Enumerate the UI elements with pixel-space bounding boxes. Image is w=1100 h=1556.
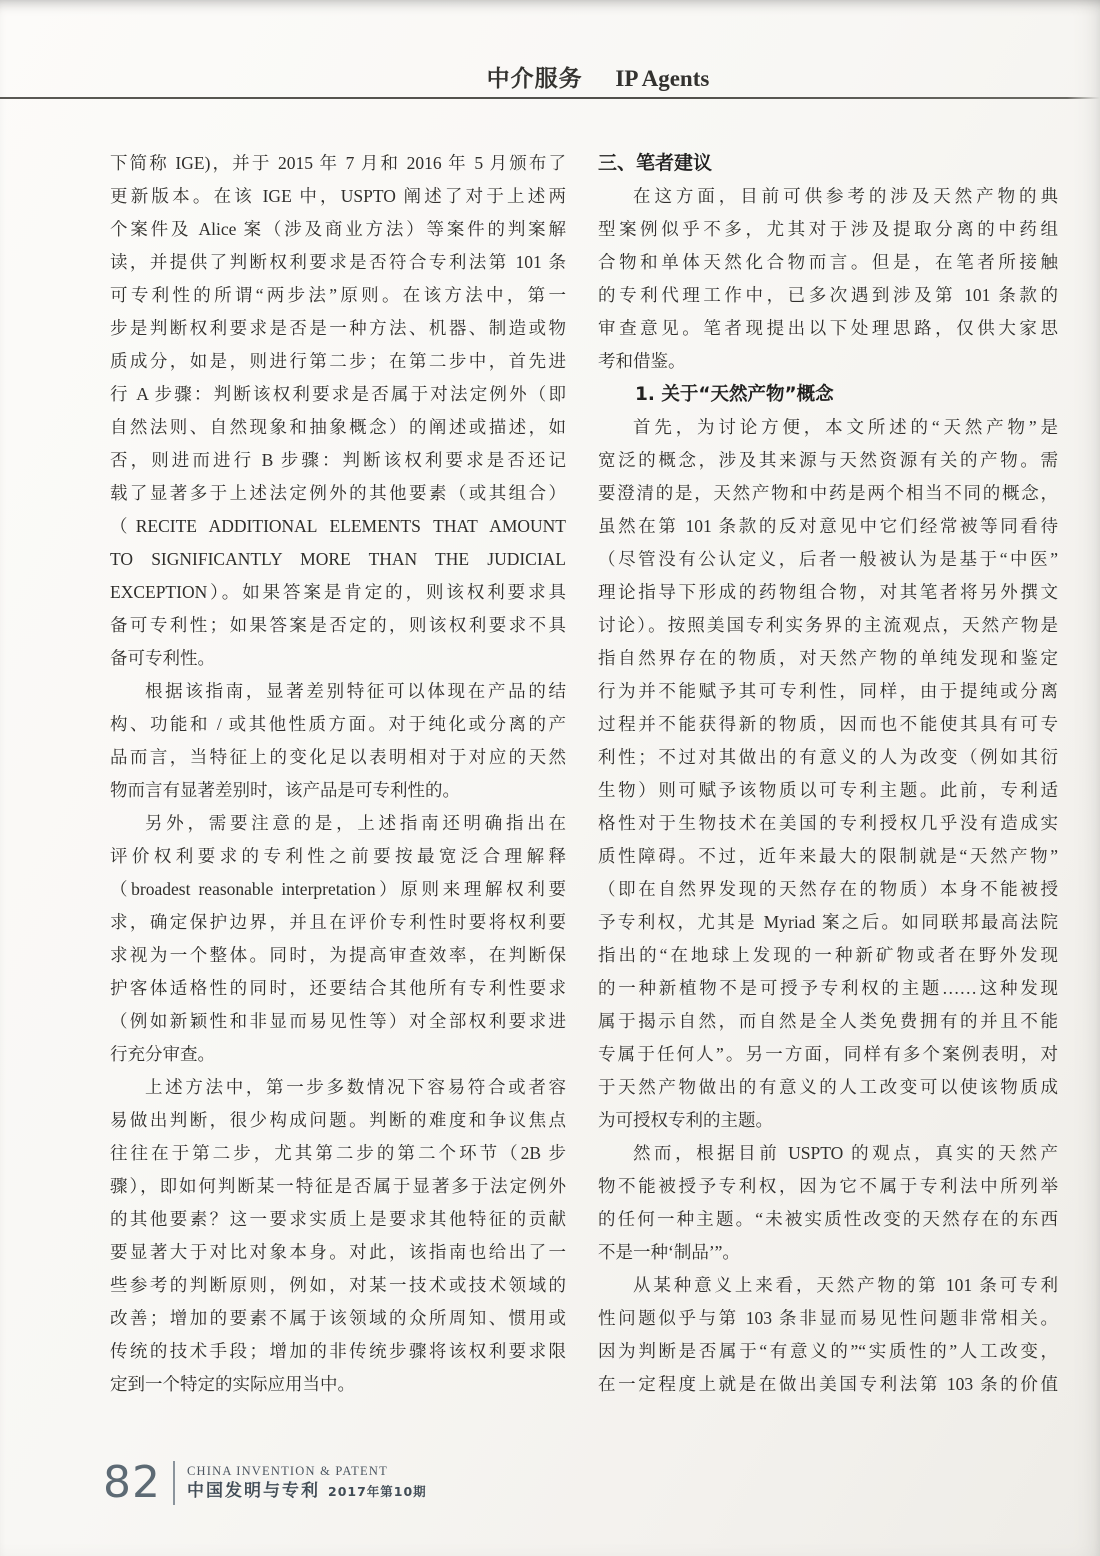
text-line: 易做出判断，很少构成问题。判断的难度和争议焦点 <box>110 1110 566 1130</box>
text-line: 格性对于生物技术在美国的专利授权几乎没有造成实 <box>598 813 1058 833</box>
text-line: 读，并提供了判断权利要求是否符合专利法第 101 条 <box>110 252 566 272</box>
text-line: 讨论）。按照美国专利实务界的主流观点，天然产物是 <box>598 615 1058 635</box>
text-line: 合物和单体天然化合物而言。但是，在笔者所接触 <box>598 252 1058 272</box>
text-line: 于天然产物做出的有意义的人工改变可以使该物质成 <box>598 1077 1058 1097</box>
text-line: 型案例似乎不多，尤其对于涉及提取分离的中药组 <box>598 219 1058 239</box>
text-line: 构、功能和 / 或其他性质方面。对于纯化或分离的产 <box>110 714 566 734</box>
text-line: （尽管没有公认定义，后者一般被认为是基于“中医” <box>598 549 1058 569</box>
text-line: 往往在于第二步，尤其第二步的第二个环节（2B 步 <box>110 1143 566 1163</box>
text-line: 下简称 IGE)，并于 2015 年 7 月和 2016 年 5 月颁布了 <box>110 153 566 173</box>
text-line: 备可专利性；如果答案是否定的，则该权利要求不具 <box>110 615 566 635</box>
text-line: 否，则进而进行 B 步骤：判断该权利要求是否还记 <box>110 450 566 470</box>
text-line: 改善；增加的要素不属于该领域的众所周知、惯用或 <box>110 1308 566 1328</box>
text-line: 不是一种‘制品’”。 <box>598 1242 740 1262</box>
text-line: 行充分审查。 <box>110 1044 215 1064</box>
page-header <box>96 60 1100 93</box>
text-line: 品而言，当特征上的变化足以表明相对于对应的天然 <box>110 747 566 767</box>
text-line: 物不能被授予专利权，因为它不属于专利法中所列举 <box>598 1176 1058 1196</box>
section-heading: 三、笔者建议 <box>598 152 713 174</box>
text-line: 要澄清的是，天然产物和中药是两个相当不同的概念， <box>598 483 1058 503</box>
right-column <box>598 147 1058 1401</box>
text-line: 从某种意义上来看，天然产物的第 101 条可专利 <box>633 1275 1058 1295</box>
text-line: 利性；不过对其做出的有意义的人为改变（例如其衍 <box>598 747 1058 767</box>
text-line: 物而言有显著差别时，该产品是可专利性的。 <box>110 780 460 800</box>
text-line: 可专利性的所谓“两步法”原则。在该方法中，第一 <box>110 285 566 305</box>
text-line: 定到一个特定的实际应用当中。 <box>110 1374 355 1394</box>
footer-divider <box>173 1461 175 1505</box>
text-line: 性问题似乎与第 103 条非显而易见性问题非常相关。 <box>598 1308 1058 1328</box>
text-line: 评价权利要求的专利性之前要按最宽泛合理解释 <box>110 846 566 866</box>
text-line: EXCEPTION）。如果答案是肯定的，则该权利要求具 <box>110 582 566 602</box>
text-line: 宽泛的概念，涉及其来源与天然资源有关的产物。需 <box>598 450 1058 470</box>
text-line: 考和借鉴。 <box>598 351 686 371</box>
text-line: 自然法则、自然现象和抽象概念）的阐述或描述，如 <box>110 417 566 437</box>
text-line: 步是判断权利要求是否是一种方法、机器、制造或物 <box>110 318 566 338</box>
text-line: 在一定程度上就是在做出美国专利法第 103 条的价值 <box>598 1374 1058 1394</box>
text-line: 行为并不能赋予其可专利性，同样，由于提纯或分离 <box>598 681 1058 701</box>
text-line: 因为判断是否属于“有意义的”“实质性的”人工改变， <box>598 1341 1058 1361</box>
text-line: 的任何一种主题。“未被实质性改变的天然存在的东西 <box>598 1209 1058 1229</box>
text-line: （broadest reasonable interpretation）原则来理解权利要 <box>110 879 566 899</box>
text-line: 予专利权，尤其是 Myriad 案之后。如同联邦最高法院 <box>598 912 1058 932</box>
text-line: 质成分，如是，则进行第二步；在第二步中，首先进 <box>110 351 566 371</box>
text-line: 备可专利性。 <box>110 648 215 668</box>
journal-block <box>187 1462 427 1505</box>
text-line: 些参考的判断原则，例如，对某一技术或技术领域的 <box>110 1275 566 1295</box>
text-line: 行 A 步骤：判断该权利要求是否属于对法定例外（即 <box>110 384 566 404</box>
journal-name-en: CHINA INVENTION & PATENT <box>187 1463 388 1478</box>
journal-zh-row <box>187 1480 427 1504</box>
text-line: 理论指导下形成的药物组合物，对其笔者将另外撰文 <box>598 582 1058 602</box>
text-line: 在这方面，目前可供参考的涉及天然产物的典 <box>633 186 1058 206</box>
text-line: （例如新颖性和非显而易见性等）对全部权利要求进 <box>110 1011 566 1031</box>
text-line: 属于揭示自然，而自然是全人类免费拥有的并且不能 <box>598 1011 1058 1031</box>
text-line: 生物）则可赋予该物质以可专利主题。此前，专利适 <box>598 780 1058 800</box>
text-line: 的专利代理工作中，已多次遇到涉及第 101 条款的 <box>598 285 1058 305</box>
text-line: 指自然界存在的物质，对天然产物的单纯发现和鉴定 <box>598 648 1058 668</box>
text-line: 审查意见。笔者现提出以下处理思路，仅供大家思 <box>598 318 1058 338</box>
text-line: 更新版本。在该 IGE 中，USPTO 阐述了对于上述两 <box>110 186 566 206</box>
issue-info: 2017年第10期 <box>328 1484 427 1500</box>
text-line: 求，确定保护边界，并且在评价专利性时要将权利要 <box>110 912 566 932</box>
text-line: 的其他要素？这一要求实质上是要求其他特征的贡献 <box>110 1209 566 1229</box>
section-title-en: IP Agents <box>615 66 710 91</box>
left-column <box>110 147 566 1401</box>
text-line: 个案件及 Alice 案（涉及商业方法）等案件的判案解 <box>110 219 566 239</box>
text-line: 然而，根据目前 USPTO 的观点，真实的天然产 <box>633 1143 1058 1163</box>
text-line: 的一种新植物不是可授予专利权的主题……这种发现 <box>598 978 1058 998</box>
header-divider <box>0 97 1100 99</box>
text-line: 要显著大于对比对象本身。对此，该指南也给出了一 <box>110 1242 566 1262</box>
text-line: 骤），即如何判断某一特征是否属于显著多于法定例外 <box>110 1176 566 1196</box>
text-line: 根据该指南，显著差别特征可以体现在产品的结 <box>145 681 566 701</box>
text-line: TO SIGNIFICANTLY MORE THAN THE JUDICIAL <box>110 549 566 569</box>
text-line: （即在自然界发现的天然存在的物质）本身不能被授 <box>598 879 1058 899</box>
text-line: 指出的“在地球上发现的一种新矿物或者在野外发现 <box>598 945 1058 965</box>
text-line: 质性障碍。不过，近年来最大的限制就是“天然产物” <box>598 846 1058 866</box>
text-line: 过程并不能获得新的物质，因而也不能使其具有可专 <box>598 714 1058 734</box>
page-footer <box>103 1456 427 1510</box>
text-line: 首先，为讨论方便，本文所述的“天然产物”是 <box>633 417 1058 437</box>
sub-heading: 1. 关于“天然产物”概念 <box>635 384 834 405</box>
journal-name-zh: 中国发明与专利 <box>187 1481 320 1502</box>
page-number: 82 <box>103 1457 161 1508</box>
text-line: （RECITE ADDITIONAL ELEMENTS THAT AMOUNT <box>110 516 566 536</box>
text-line: 载了显著多于上述法定例外的其他要素（或其组合） <box>110 483 566 503</box>
text-line: 护客体适格性的同时，还要结合其他所有专利性要求 <box>110 978 566 998</box>
text-line: 求视为一个整体。同时，为提高审查效率，在判断保 <box>110 945 566 965</box>
text-line: 虽然在第 101 条款的反对意见中它们经常被等同看待 <box>598 516 1058 536</box>
text-line: 上述方法中，第一步多数情况下容易符合或者容 <box>145 1077 566 1097</box>
text-line: 为可授权专利的主题。 <box>598 1110 773 1130</box>
text-line: 传统的技术手段；增加的非传统步骤将该权利要求限 <box>110 1341 566 1361</box>
text-line: 专属于任何人”。另一方面，同样有多个案例表明，对 <box>598 1044 1058 1064</box>
section-title-zh: 中介服务 <box>486 66 583 92</box>
text-line: 另外，需要注意的是，上述指南还明确指出在 <box>145 813 566 833</box>
